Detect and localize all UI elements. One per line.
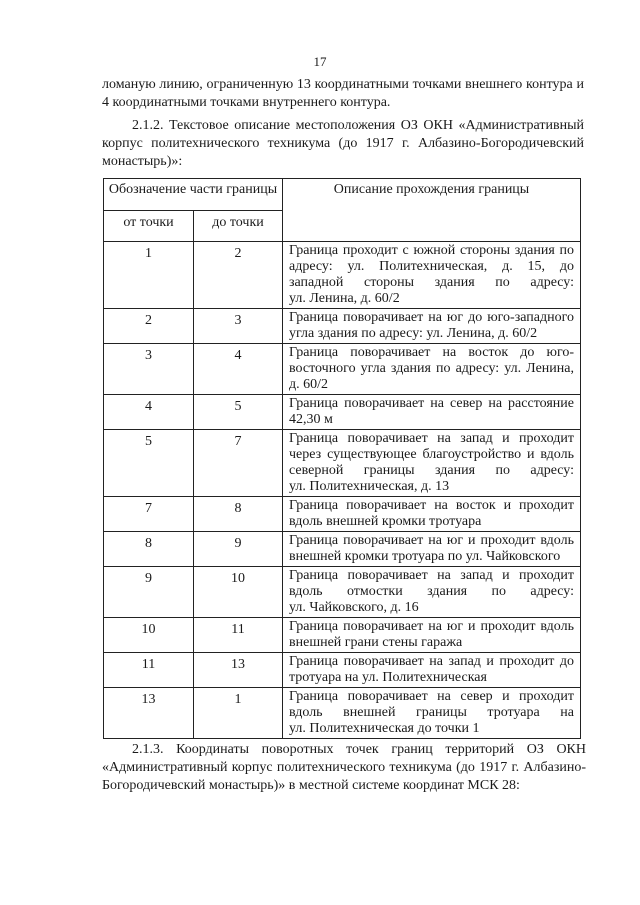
section-line: корпус политехнического техникума (до 1917 г. Албазино-Богородичевский bbox=[102, 136, 584, 151]
cell-description bbox=[283, 344, 581, 395]
description-line: Граница поворачивает на восток и проходит bbox=[289, 498, 574, 513]
cell-to-point: 7 bbox=[194, 430, 283, 497]
section-line: «Административный корпус политехнического техникума (до 1917 г. Албазино- bbox=[102, 760, 586, 775]
intro-paragraph bbox=[102, 76, 584, 112]
description-line: Граница поворачивает на юг до юго-западного bbox=[289, 310, 574, 325]
description-line: Граница поворачивает на север на расстояние bbox=[289, 396, 574, 411]
description-line: д. 60/2 bbox=[289, 377, 329, 392]
description-line: Граница поворачивает на запад и проходит bbox=[289, 431, 574, 446]
table-body bbox=[104, 242, 581, 739]
section-2-1-3-paragraph bbox=[102, 741, 586, 795]
cell-from-point: 9 bbox=[104, 567, 194, 618]
cell-from-point: 7 bbox=[104, 497, 194, 532]
cell-from-point: 3 bbox=[104, 344, 194, 395]
boundary-description-table bbox=[103, 178, 581, 739]
cell-to-point: 8 bbox=[194, 497, 283, 532]
section-line: 2.1.2. Текстовое описание местоположения ОЗ ОКН «Административный bbox=[132, 118, 584, 133]
description-line: внешней грани стены гаража bbox=[289, 635, 463, 650]
section-2-1-2-paragraph bbox=[102, 117, 584, 171]
description-line: вдоль отмостки здания по адресу: bbox=[289, 584, 574, 599]
description-line: северной границы здания по адресу: bbox=[289, 463, 574, 478]
cell-to-point: 2 bbox=[194, 242, 283, 309]
table-row bbox=[104, 395, 581, 430]
cell-to-point: 3 bbox=[194, 309, 283, 344]
description-line: ул. Политехническая до точки 1 bbox=[289, 721, 480, 736]
table-row bbox=[104, 242, 581, 309]
description-line: восточного угла здания по адресу: ул. Ленина, bbox=[289, 361, 574, 376]
description-line: ул. Политехническая, д. 13 bbox=[289, 479, 450, 494]
description-line: Граница поворачивает на восток до юго- bbox=[289, 345, 574, 360]
table-row bbox=[104, 618, 581, 653]
header-from-point: от точки bbox=[104, 211, 194, 242]
header-description: Описание прохождения границы bbox=[283, 179, 581, 242]
description-line: вдоль внешней границы тротуара на bbox=[289, 705, 574, 720]
cell-from-point: 10 bbox=[104, 618, 194, 653]
description-line: вдоль внешней кромки тротуара bbox=[289, 514, 482, 529]
section-line: монастырь)»: bbox=[102, 154, 183, 169]
page-number: 17 bbox=[313, 54, 327, 69]
description-line: Граница поворачивает на север и проходит bbox=[289, 689, 574, 704]
table-row bbox=[104, 653, 581, 688]
table-row bbox=[104, 497, 581, 532]
cell-to-point: 9 bbox=[194, 532, 283, 567]
intro-line: 4 координатными точками внутреннего контура. bbox=[102, 95, 391, 110]
table-row bbox=[104, 344, 581, 395]
description-line: Граница поворачивает на запад и проходит bbox=[289, 568, 574, 583]
cell-description bbox=[283, 688, 581, 739]
cell-from-point: 1 bbox=[104, 242, 194, 309]
description-line: внешней кромки тротуара по ул. Чайковского bbox=[289, 549, 561, 564]
description-line: западной стороны здания по адресу: bbox=[289, 275, 574, 290]
description-line: 42,30 м bbox=[289, 412, 333, 427]
cell-to-point: 10 bbox=[194, 567, 283, 618]
description-line: ул. Ленина, д. 60/2 bbox=[289, 291, 400, 306]
cell-description bbox=[283, 309, 581, 344]
table-row bbox=[104, 688, 581, 739]
table-row bbox=[104, 309, 581, 344]
cell-to-point: 11 bbox=[194, 618, 283, 653]
cell-to-point: 4 bbox=[194, 344, 283, 395]
cell-description bbox=[283, 567, 581, 618]
description-line: угла здания по адресу: ул. Ленина, д. 60/2 bbox=[289, 326, 538, 341]
description-line: адресу: ул. Политехническая, д. 15, до bbox=[289, 259, 574, 274]
cell-to-point: 13 bbox=[194, 653, 283, 688]
cell-from-point: 4 bbox=[104, 395, 194, 430]
cell-description bbox=[283, 497, 581, 532]
table-row bbox=[104, 567, 581, 618]
cell-from-point: 5 bbox=[104, 430, 194, 497]
cell-description bbox=[283, 430, 581, 497]
cell-to-point: 1 bbox=[194, 688, 283, 739]
description-line: тротуара на ул. Политехническая bbox=[289, 670, 487, 685]
section-line: 2.1.3. Координаты поворотных точек границ территорий ОЗ ОКН bbox=[132, 742, 586, 757]
description-line: Граница проходит с южной стороны здания по bbox=[289, 243, 574, 258]
description-line: Граница поворачивает на юг и проходит вдоль bbox=[289, 619, 574, 634]
header-to-point: до точки bbox=[194, 211, 283, 242]
cell-from-point: 13 bbox=[104, 688, 194, 739]
section-line: Богородичевский монастырь)» в местной системе координат МСК 28: bbox=[102, 778, 520, 793]
header-boundary-part: Обозначение части границы bbox=[104, 179, 283, 211]
cell-from-point: 2 bbox=[104, 309, 194, 344]
cell-description bbox=[283, 242, 581, 309]
cell-from-point: 11 bbox=[104, 653, 194, 688]
table-row bbox=[104, 532, 581, 567]
intro-line: ломаную линию, ограниченную 13 координатными точками внешнего контура и bbox=[102, 77, 584, 92]
cell-description bbox=[283, 618, 581, 653]
description-line: ул. Чайковского, д. 16 bbox=[289, 600, 419, 615]
cell-to-point: 5 bbox=[194, 395, 283, 430]
cell-description bbox=[283, 395, 581, 430]
cell-description bbox=[283, 532, 581, 567]
cell-from-point: 8 bbox=[104, 532, 194, 567]
description-line: Граница поворачивает на юг и проходит вдоль bbox=[289, 533, 574, 548]
cell-description bbox=[283, 653, 581, 688]
table-row bbox=[104, 430, 581, 497]
description-line: через существующее благоустройство и вдоль bbox=[289, 447, 574, 462]
description-line: Граница поворачивает на запад и проходит до bbox=[289, 654, 574, 669]
